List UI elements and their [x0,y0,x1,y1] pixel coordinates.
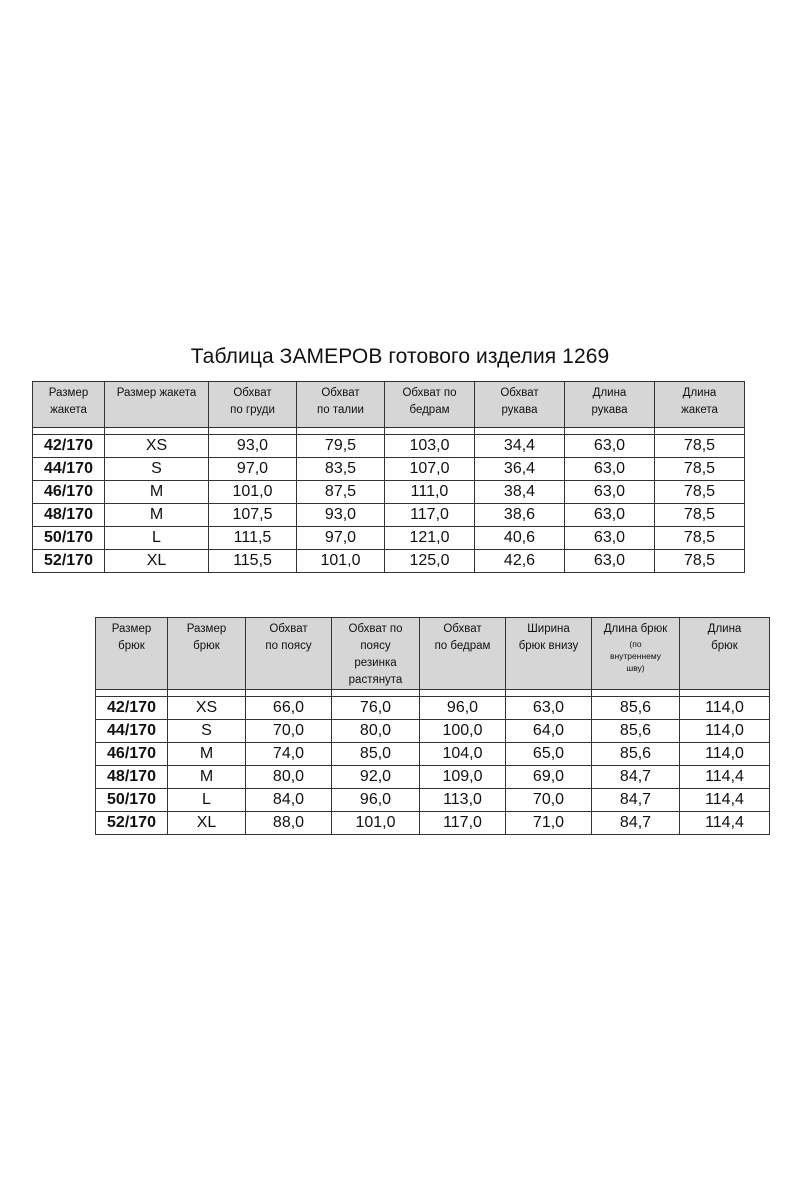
size-cell: 44/170 [33,458,105,481]
value-cell: 79,5 [297,435,385,458]
pants-table-body [96,690,770,835]
value-cell: 117,0 [420,812,506,835]
header-gap [96,690,770,697]
size-cell: 48/170 [33,504,105,527]
table-row [33,550,745,573]
size-cell: 46/170 [33,481,105,504]
value-cell: 63,0 [565,504,655,527]
value-cell: 117,0 [385,504,475,527]
value-cell: 38,4 [475,481,565,504]
value-cell: S [168,720,246,743]
table-row [96,766,770,789]
value-cell: 66,0 [246,697,332,720]
table-row [96,743,770,766]
jacket-table-body [33,428,745,573]
value-cell: 84,7 [592,812,680,835]
value-cell: 93,0 [209,435,297,458]
value-cell: 78,5 [655,504,745,527]
value-cell: 84,7 [592,789,680,812]
value-cell: 109,0 [420,766,506,789]
value-cell: 104,0 [420,743,506,766]
value-cell: 114,0 [680,743,770,766]
value-cell: 63,0 [565,458,655,481]
value-cell: 42,6 [475,550,565,573]
value-cell: 114,4 [680,766,770,789]
value-cell: 85,6 [592,697,680,720]
header-gap [33,428,745,435]
value-cell: 78,5 [655,527,745,550]
size-cell: 44/170 [96,720,168,743]
value-cell: 38,6 [475,504,565,527]
value-cell: XL [105,550,209,573]
value-cell: 78,5 [655,458,745,481]
value-cell: 63,0 [565,527,655,550]
value-cell: 101,0 [332,812,420,835]
value-cell: 40,6 [475,527,565,550]
value-cell: 96,0 [420,697,506,720]
value-cell: 85,6 [592,743,680,766]
value-cell: 111,5 [209,527,297,550]
value-cell: XS [105,435,209,458]
value-cell: 114,0 [680,720,770,743]
header-sleeve-girth: Обхват рукава [475,382,565,428]
table-header-row [96,618,770,690]
value-cell: 34,4 [475,435,565,458]
pants-measurements-table [95,617,770,835]
value-cell: S [105,458,209,481]
value-cell: 76,0 [332,697,420,720]
header-hips: Обхват по бедрам [420,618,506,690]
value-cell: 78,5 [655,481,745,504]
header-jacket-size: Размер жакета [105,382,209,428]
value-cell: 113,0 [420,789,506,812]
value-cell: 80,0 [246,766,332,789]
value-cell: 121,0 [385,527,475,550]
header-inseam-length: Длина брюк (по внутреннему шву) [592,618,680,690]
value-cell: 69,0 [506,766,592,789]
value-cell: 107,5 [209,504,297,527]
value-cell: XL [168,812,246,835]
header-waist-stretched: Обхват по поясу резинка растянута [332,618,420,690]
value-cell: 101,0 [209,481,297,504]
value-cell: M [105,481,209,504]
header-jacket-length: Длина жакета [655,382,745,428]
value-cell: 64,0 [506,720,592,743]
header-pants-size: Размер брюк [168,618,246,690]
table-row [33,527,745,550]
table-header-row [33,382,745,428]
value-cell: 83,5 [297,458,385,481]
table-row [33,481,745,504]
value-cell: 114,0 [680,697,770,720]
value-cell: 70,0 [246,720,332,743]
table-row [96,789,770,812]
value-cell: 96,0 [332,789,420,812]
value-cell: 111,0 [385,481,475,504]
value-cell: 85,0 [332,743,420,766]
header-size-jacket: Размер жакета [33,382,105,428]
value-cell: 36,4 [475,458,565,481]
value-cell: 78,5 [655,550,745,573]
value-cell: 84,0 [246,789,332,812]
value-cell: 63,0 [565,481,655,504]
header-pants-length: Длина брюк [680,618,770,690]
value-cell: 80,0 [332,720,420,743]
value-cell: M [168,743,246,766]
table-row [96,697,770,720]
value-cell: 78,5 [655,435,745,458]
table-row [33,504,745,527]
table-row [96,720,770,743]
jacket-measurements-table [32,381,745,573]
header-sleeve-length: Длина рукава [565,382,655,428]
value-cell: 71,0 [506,812,592,835]
size-cell: 42/170 [96,697,168,720]
value-cell: 65,0 [506,743,592,766]
value-cell: 100,0 [420,720,506,743]
value-cell: 97,0 [209,458,297,481]
size-cell: 52/170 [33,550,105,573]
value-cell: 74,0 [246,743,332,766]
value-cell: 63,0 [565,435,655,458]
header-hips: Обхват по бедрам [385,382,475,428]
size-cell: 50/170 [33,527,105,550]
value-cell: 63,0 [506,697,592,720]
table-row [33,435,745,458]
value-cell: M [105,504,209,527]
value-cell: 97,0 [297,527,385,550]
value-cell: 114,4 [680,789,770,812]
value-cell: 88,0 [246,812,332,835]
value-cell: 87,5 [297,481,385,504]
header-chest: Обхват по груди [209,382,297,428]
value-cell: 125,0 [385,550,475,573]
value-cell: 101,0 [297,550,385,573]
size-cell: 48/170 [96,766,168,789]
value-cell: L [168,789,246,812]
value-cell: 103,0 [385,435,475,458]
value-cell: M [168,766,246,789]
value-cell: 70,0 [506,789,592,812]
page-title: Таблица ЗАМЕРОВ готового изделия 1269 [190,345,610,368]
size-cell: 50/170 [96,789,168,812]
value-cell: 63,0 [565,550,655,573]
size-cell: 42/170 [33,435,105,458]
value-cell: 115,5 [209,550,297,573]
table-row [96,812,770,835]
value-cell: 107,0 [385,458,475,481]
size-cell: 52/170 [96,812,168,835]
size-cell: 46/170 [96,743,168,766]
header-waist: Обхват по поясу [246,618,332,690]
value-cell: 92,0 [332,766,420,789]
table-row [33,458,745,481]
value-cell: 114,4 [680,812,770,835]
header-size-pants: Размер брюк [96,618,168,690]
value-cell: 93,0 [297,504,385,527]
value-cell: L [105,527,209,550]
value-cell: XS [168,697,246,720]
header-hem-width: Ширина брюк внизу [506,618,592,690]
value-cell: 85,6 [592,720,680,743]
header-waist: Обхват по талии [297,382,385,428]
value-cell: 84,7 [592,766,680,789]
